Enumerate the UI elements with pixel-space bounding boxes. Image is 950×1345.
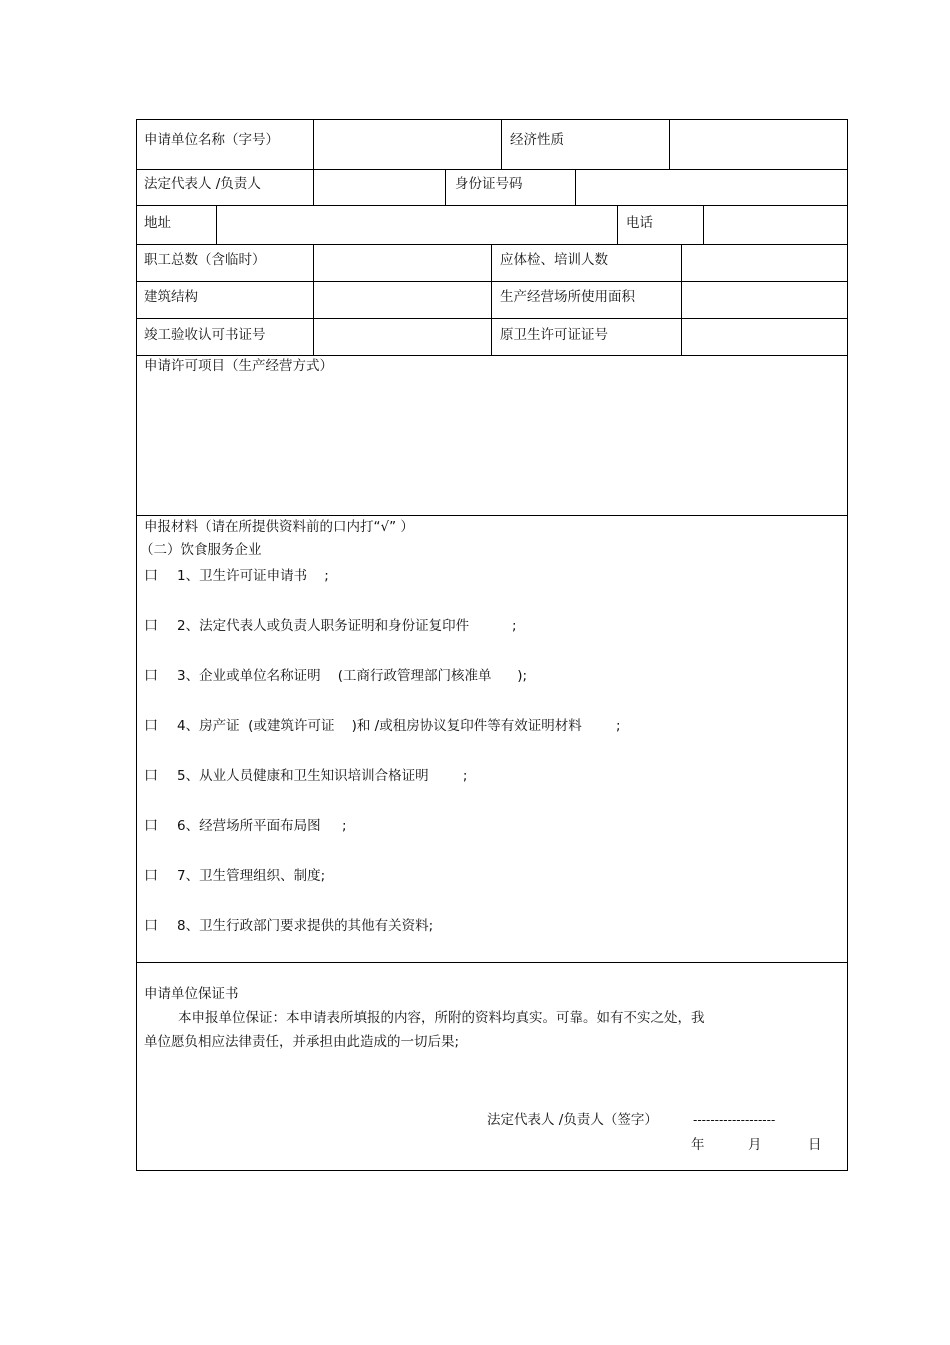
guarantee-line-2: 单位愿负相应法律责任，并承担由此造成的一切后果; bbox=[144, 1034, 460, 1050]
material-checkbox[interactable]: 口 bbox=[144, 868, 158, 884]
project-label: 申请许可项目（生产经营方式） bbox=[144, 358, 333, 374]
material-checkbox[interactable]: 口 bbox=[144, 818, 158, 834]
economic-nature-label: 经济性质 bbox=[510, 132, 564, 148]
signature-label: 法定代表人 /负责人（签字） bbox=[487, 1112, 658, 1128]
materials-label: 申报材料（请在所提供资料前的口内打“√” ） bbox=[144, 519, 414, 535]
unit-name-field[interactable] bbox=[314, 120, 501, 169]
project-field[interactable] bbox=[137, 377, 847, 515]
phone-field[interactable] bbox=[704, 206, 847, 244]
id-number-field[interactable] bbox=[576, 170, 847, 205]
phone-label: 电话 bbox=[626, 215, 653, 231]
material-checkbox[interactable]: 口 bbox=[144, 718, 158, 734]
area-field[interactable] bbox=[682, 282, 847, 318]
material-checkbox[interactable]: 口 bbox=[144, 768, 158, 784]
trained-count-field[interactable] bbox=[682, 245, 847, 281]
building-structure-label: 建筑结构 bbox=[144, 289, 198, 305]
date-month: 月 bbox=[748, 1137, 762, 1153]
cell-divider bbox=[445, 169, 446, 205]
economic-nature-field[interactable] bbox=[670, 120, 847, 169]
id-number-label: 身份证号码 bbox=[455, 176, 523, 192]
area-label: 生产经营场所使用面积 bbox=[500, 289, 635, 305]
completion-cert-field[interactable] bbox=[314, 319, 491, 355]
staff-total-label: 职工总数（含临时） bbox=[144, 252, 266, 268]
guarantee-line-1: 本申报单位保证：本申请表所填报的内容，所附的资料均真实。可靠。如有不实之处，我 bbox=[178, 1010, 705, 1026]
material-checkbox[interactable]: 口 bbox=[144, 918, 158, 934]
cell-divider bbox=[617, 205, 618, 244]
cell-divider bbox=[491, 244, 492, 355]
material-checkbox[interactable]: 口 bbox=[144, 668, 158, 684]
cell-divider bbox=[501, 119, 502, 169]
address-field[interactable] bbox=[217, 206, 617, 244]
signature-line[interactable]: ------------------- bbox=[693, 1113, 776, 1127]
application-form bbox=[136, 119, 848, 1171]
legal-rep-field[interactable] bbox=[314, 170, 445, 205]
row-divider bbox=[136, 962, 848, 963]
row-divider bbox=[136, 355, 848, 356]
date-day: 日 bbox=[808, 1137, 822, 1153]
material-item-text: 8、卫生行政部门要求提供的其他有关资料; bbox=[177, 918, 434, 934]
guarantee-title: 申请单位保证书 bbox=[144, 986, 239, 1002]
border-bottom bbox=[136, 1170, 848, 1171]
staff-total-field[interactable] bbox=[314, 245, 491, 281]
original-permit-label: 原卫生许可证证号 bbox=[500, 327, 608, 343]
material-checkbox[interactable]: 口 bbox=[144, 618, 158, 634]
border-left bbox=[136, 119, 137, 1171]
address-label: 地址 bbox=[144, 215, 171, 231]
legal-rep-label: 法定代表人 /负责人 bbox=[144, 176, 261, 192]
materials-subheading: （二）饮食服务企业 bbox=[140, 542, 262, 558]
row-divider bbox=[136, 515, 848, 516]
material-item-text: 2、法定代表人或负责人职务证明和身份证复印件 ; bbox=[177, 618, 517, 634]
completion-cert-label: 竣工验收认可书证号 bbox=[144, 327, 266, 343]
original-permit-field[interactable] bbox=[682, 319, 847, 355]
border-right bbox=[847, 119, 848, 1171]
unit-name-label: 申请单位名称（字号） bbox=[144, 132, 279, 148]
material-item-text: 3、企业或单位名称证明 (工商行政管理部门核准单 ); bbox=[177, 668, 528, 684]
trained-count-label: 应体检、培训人数 bbox=[500, 252, 608, 268]
date-year: 年 bbox=[691, 1137, 705, 1153]
material-item-text: 6、经营场所平面布局图 ; bbox=[177, 818, 347, 834]
material-item-text: 7、卫生管理组织、制度; bbox=[177, 868, 326, 884]
material-checkbox[interactable]: 口 bbox=[144, 568, 158, 584]
material-item-text: 1、卫生许可证申请书 ; bbox=[177, 568, 329, 584]
building-structure-field[interactable] bbox=[314, 282, 491, 318]
material-item-text: 5、从业人员健康和卫生知识培训合格证明 ; bbox=[177, 768, 468, 784]
material-item-text: 4、房产证 (或建筑许可证 )和 /或租房协议复印件等有效证明材料 ; bbox=[177, 718, 621, 734]
